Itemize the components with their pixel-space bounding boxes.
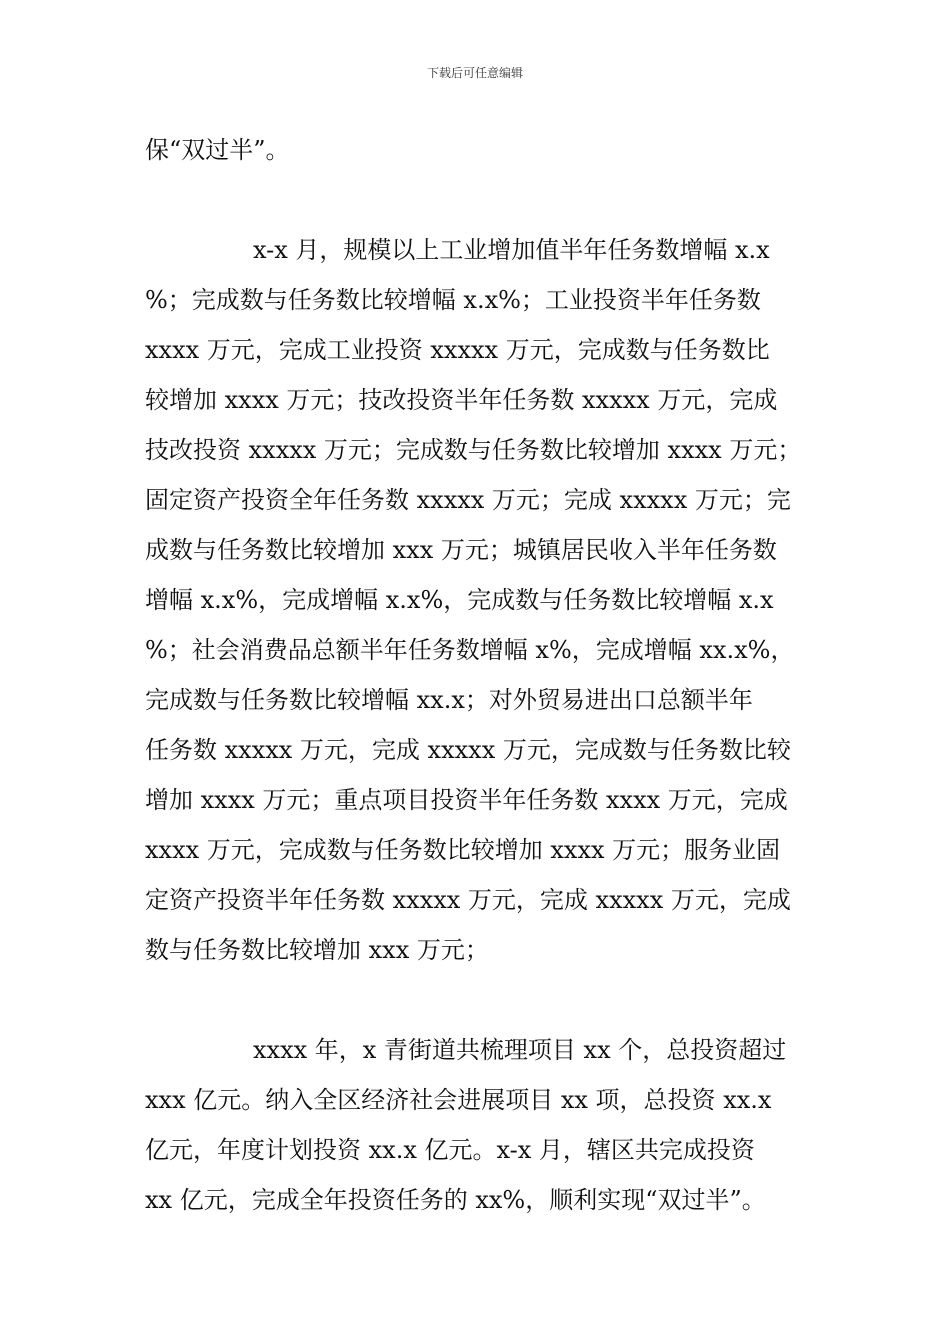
- paragraph-line: xxxx 万元，完成工业投资 xxxxx 万元，完成数与任务数比: [145, 336, 770, 364]
- paragraph-gap: [145, 175, 810, 225]
- paragraph-line: 完成数与任务数比较增幅 xx.x；对外贸易进出口总额半年: [145, 686, 753, 714]
- page-header: 下载后可任意编辑: [426, 66, 523, 80]
- paragraph-line: %；完成数与任务数比较增幅 x.x%；工业投资半年任务数: [145, 286, 761, 314]
- paragraph-line: xxxx 万元，完成数与任务数比较增加 xxxx 万元；服务业固: [145, 836, 781, 864]
- paragraph-line: 保“双过半”。: [145, 136, 290, 164]
- paragraph-line: x-x 月，规模以上工业增加值半年任务数增幅 x.x: [253, 236, 770, 264]
- paragraph-line: 亿元，年度计划投资 xx.x 亿元。x-x 月，辖区共完成投资: [145, 1136, 755, 1164]
- paragraph-gap: [145, 975, 810, 1025]
- paragraph-line: 成数与任务数比较增加 xxx 万元；城镇居民收入半年任务数: [145, 536, 777, 564]
- paragraph-1: [145, 125, 810, 175]
- paragraph-line: xx 亿元，完成全年投资任务的 xx%，顺利实现“双过半”。: [145, 1186, 766, 1214]
- paragraph-line: %；社会消费品总额半年任务数增幅 x%，完成增幅 xx.x%，: [145, 636, 795, 664]
- paragraph-line: 定资产投资半年任务数 xxxxx 万元，完成 xxxxx 万元，完成: [145, 886, 791, 914]
- paragraph-2: [145, 225, 810, 975]
- paragraph-line: 较增加 xxxx 万元；技改投资半年任务数 xxxxx 万元，完成: [145, 386, 778, 414]
- paragraph-line: 任务数 xxxxx 万元，完成 xxxxx 万元，完成数与任务数比较: [145, 736, 791, 764]
- paragraph-line: xxx 亿元。纳入全区经济社会进展项目 xx 项，总投资 xx.x: [145, 1086, 772, 1114]
- paragraph-line: 增幅 x.x%，完成增幅 x.x%，完成数与任务数比较增幅 x.x: [145, 586, 774, 614]
- document-body: [145, 125, 810, 1225]
- paragraph-3: [145, 1025, 810, 1225]
- paragraph-line: 数与任务数比较增加 xxx 万元；: [145, 936, 489, 964]
- paragraph-line: 技改投资 xxxxx 万元；完成数与任务数比较增加 xxxx 万元；: [145, 436, 802, 464]
- paragraph-line: 固定资产投资全年任务数 xxxxx 万元；完成 xxxxx 万元；完: [145, 486, 791, 514]
- paragraph-line: 增加 xxxx 万元；重点项目投资半年任务数 xxxx 万元，完成: [145, 786, 788, 814]
- paragraph-line: xxxx 年，x 青街道共梳理项目 xx 个，总投资超过: [253, 1036, 787, 1064]
